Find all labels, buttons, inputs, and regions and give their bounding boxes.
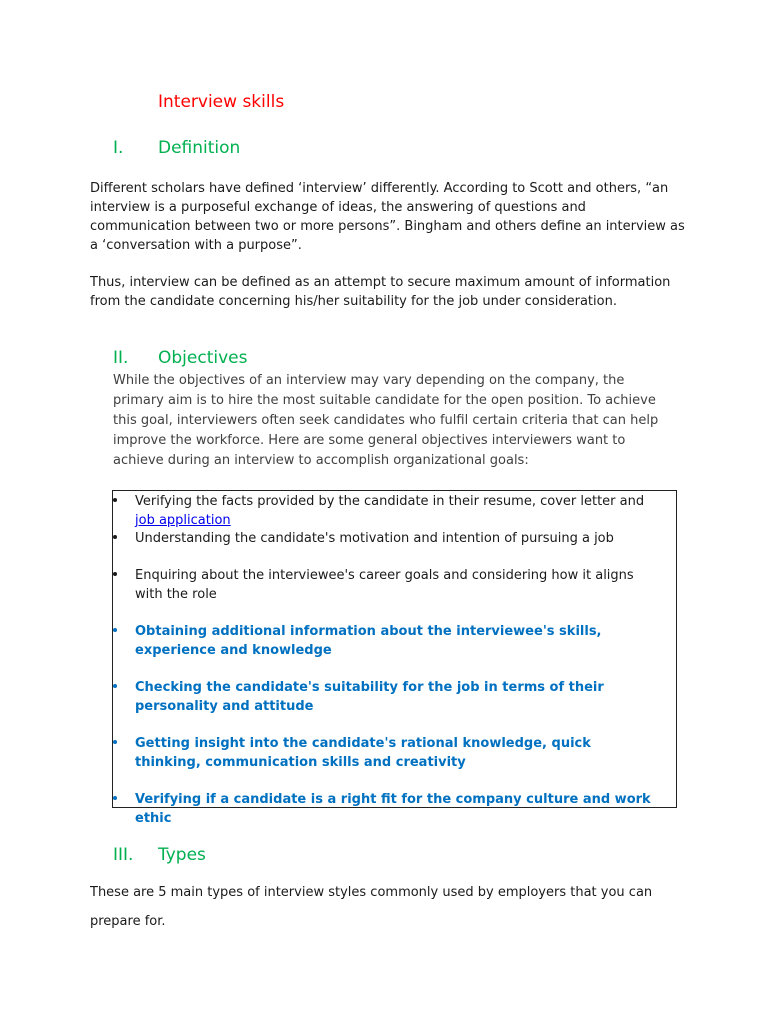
list-item-text: Verifying the facts provided by the candidate in their resume, cover letter and job application [135, 494, 645, 528]
objectives-list [112, 490, 677, 826]
section-heading-definition: Definition [158, 138, 241, 158]
section-number: I. [113, 138, 124, 158]
section-heading-types: Types [158, 845, 206, 865]
definition-paragraph-1: Different scholars have defined ‘interview’ differently. According to Scott and others, “an interview is a purposeful exchange of ideas, the answering of questions and communication between two or more persons”. Bingham and others define an interview as a ‘conversation with a purpose”. [90, 181, 685, 253]
job-application-link[interactable]: job application [135, 513, 231, 528]
list-item-text: Enquiring about the interviewee's career goals and considering how it aligns with the role [135, 568, 634, 602]
bullet-icon [113, 572, 117, 576]
list-item-text: Obtaining additional information about the interviewee's skills, experience and knowledge [135, 624, 602, 658]
section-heading-objectives: Objectives [158, 348, 248, 368]
bullet-icon [113, 684, 117, 688]
objectives-intro: While the objectives of an interview may vary depending on the company, the primary aim is to hire the most suitable candidate for the open position. To achieve this goal, interviewers often seek candidates who fulfil certain criteria that can help improve the workforce. Here are some general objectives interviewers want to achieve during an interview to accomplish organizational goals: [113, 373, 659, 468]
document-title: Interview skills [158, 92, 285, 112]
list-item-text: Verifying if a candidate is a right fit for the company culture and work ethic [135, 792, 651, 826]
bullet-icon [113, 628, 117, 632]
definition-paragraph-2: Thus, interview can be defined as an attempt to secure maximum amount of information from the candidate concerning his/her suitability for the job under consideration. [90, 275, 671, 309]
bullet-icon [113, 740, 117, 744]
bullet-icon [113, 796, 117, 800]
bullet-icon [113, 498, 117, 502]
section-number: III. [113, 845, 134, 865]
list-item-text: Checking the candidate's suitability for the job in terms of their personality and attitude [135, 680, 604, 714]
section-number: II. [113, 348, 129, 368]
list-item-text: Getting insight into the candidate's rational knowledge, quick thinking, communication skills and creativity [135, 736, 591, 770]
types-intro: These are 5 main types of interview styles commonly used by employers that you can prepare for. [90, 885, 653, 929]
list-item-text: Understanding the candidate's motivation and intention of pursuing a job [135, 531, 614, 546]
bullet-icon [113, 535, 117, 539]
